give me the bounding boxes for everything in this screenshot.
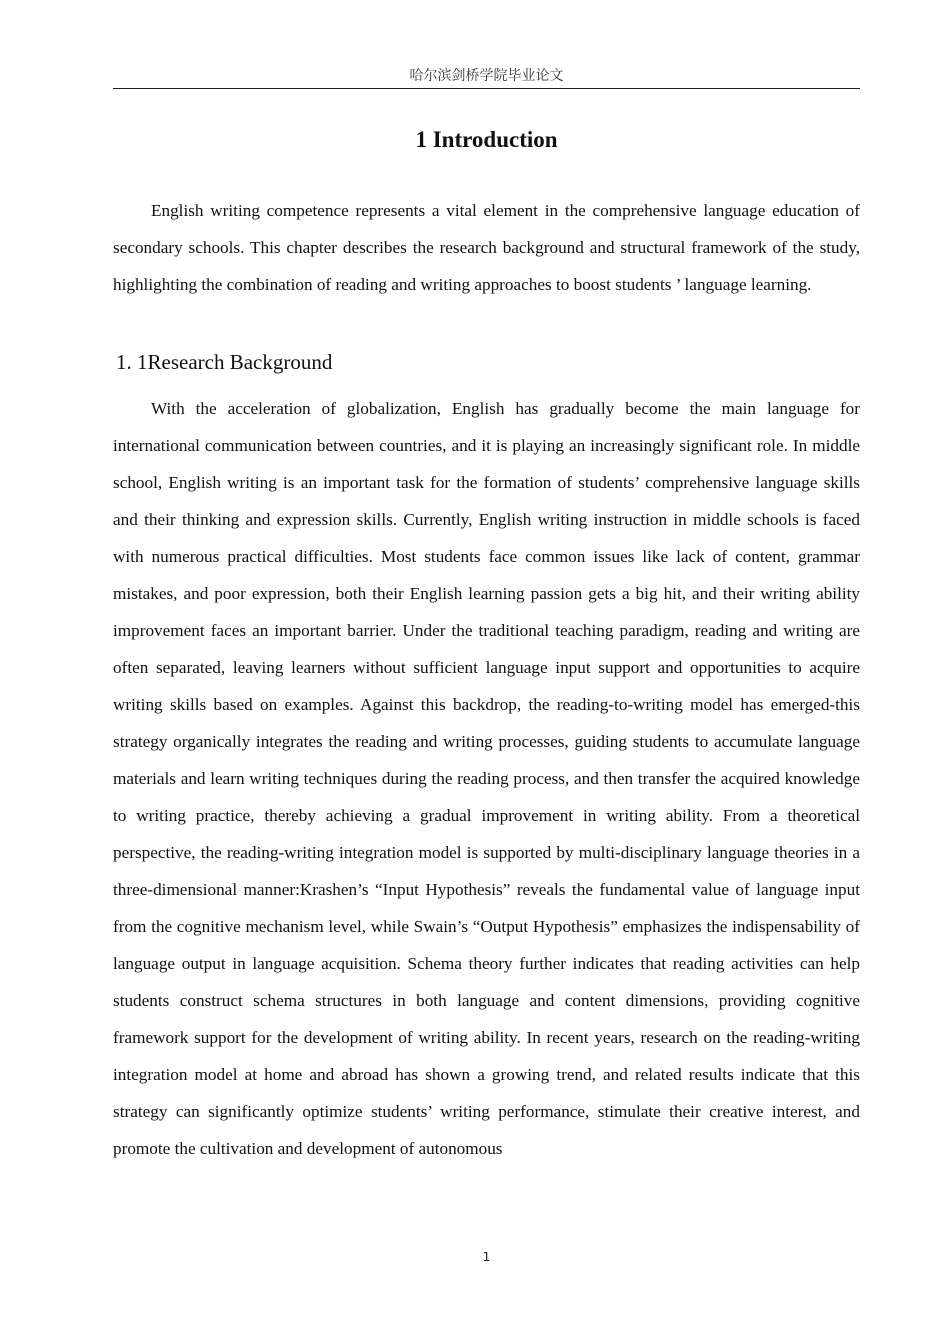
header-rule [113, 88, 860, 89]
intro-paragraph: English writing competence represents a vital element in the comprehensive language education of secondary schools. This chapter describes the research background and structural framework of the study, highlighting the combination of reading and writing approaches to boost students ’ language learning. [113, 201, 860, 294]
page-number: 1 [482, 1250, 491, 1264]
research-background-paragraph: With the acceleration of globalization, English has gradually become the main language for international communication between countries, and it is playing an increasingly significant role. In middle school, English writing is an important task for the formation of students’ comprehensive language skills and their thinking and expression skills. Currently, English writing instruction in middle schools is faced with numerous practical difficulties. Most students face common issues like lack of content, grammar mistakes, and poor expression, both their English learning passion gets a big hit, and their writing ability improvement faces an important barrier. Under the traditional teaching paradigm, reading and writing are often separated, leaving learners without sufficient language input support and opportunities to acquire writing skills based on examples. Against this backdrop, the reading-to-writing model has emerged-this strategy organically integrates the reading and writing processes, guiding students to accumulate language materials and learn writing techniques during the reading process, and then transfer the acquired knowledge to writing practice, thereby achieving a gradual improvement in writing ability. From a theoretical perspective, the reading-writing integration model is supported by multi-disciplinary language theories in a three-dimensional manner:Krashen’s “Input Hypothesis” reveals the fundamental value of language input from the cognitive mechanism level, while Swain’s “Output Hypothesis” emphasizes the indispensability of language output in language acquisition. Schema theory further indicates that reading activities can help students construct schema structures in both language and content dimensions, providing cognitive framework support for the development of writing ability. In recent years, research on the reading-writing integration model at home and abroad has shown a growing trend, and related results indicate that this strategy can significantly optimize students’ writing performance, stimulate their creative interest, and promote the cultivation and development of autonomous [113, 399, 860, 1158]
section-heading: 1. 1Research Background [116, 350, 333, 374]
running-header: 哈尔滨剑桥学院毕业论文 [409, 68, 564, 84]
chapter-title: 1 Introduction [415, 127, 558, 152]
